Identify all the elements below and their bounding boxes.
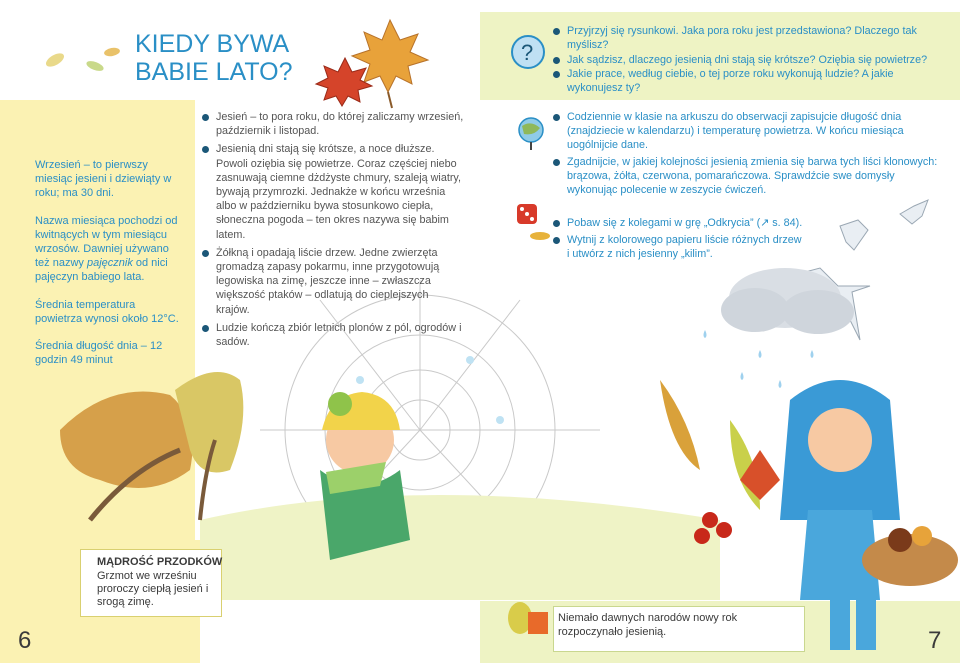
sidebar-p2 bbox=[35, 214, 185, 285]
sidebar-p2-b: od nici pajęczyn babiego lata. bbox=[35, 257, 168, 284]
fact-text: Niemało dawnych narodów nowy rok rozpoczynało jesienią. bbox=[558, 612, 738, 638]
sidebar-p3: Średnia temperatura powietrza wynosi około 12°C. bbox=[35, 298, 179, 325]
dice-icon bbox=[517, 204, 550, 240]
proverb-title: MĄDROŚĆ PRZODKÓW bbox=[97, 556, 223, 568]
owl-mascot-icon bbox=[508, 602, 548, 634]
page-title-line2: BABIE LATO? bbox=[135, 58, 293, 86]
globe-icon bbox=[519, 118, 543, 150]
small-leaves-icon bbox=[44, 47, 121, 73]
boy-character bbox=[320, 392, 410, 560]
game-task-b: s. 84). bbox=[769, 217, 803, 229]
game-task bbox=[553, 216, 803, 230]
question-item: Jakie prace, według ciebie, o tej porze roku wykonują ludzie? A jakie wykonujesz ty? bbox=[553, 67, 948, 96]
fact-item: Jesienią dni stają się krótsze, a noce dłuższe. Powoli oziębia się powietrze. Coraz częściej niebo zasnuwają ciemne dżdżyste chmury, szaleją wiatry, bywają przymrozki. Jednakże w końcu września albo w październiku bywa stosunkowo ciepła, słoneczna pogoda – ten okres nazywa się babim latem. bbox=[202, 142, 464, 241]
question-mark-icon bbox=[512, 36, 544, 68]
maple-leaf-icon bbox=[352, 20, 428, 108]
carpet-task: Wytnij z kolorowego papieru liście różnych drzew i utwórz z nich jesienny „kilim”. bbox=[553, 233, 803, 261]
ground bbox=[200, 495, 720, 600]
rain-cloud-icon bbox=[704, 268, 855, 388]
arrow-icon: ↗ bbox=[760, 217, 770, 229]
observation-tasks bbox=[553, 110, 948, 199]
proverb-text: Grzmot we wrześniu proroczy ciepłą jesień i srogą zimę. bbox=[97, 570, 209, 608]
page-number-right: 7 bbox=[928, 627, 942, 654]
sidebar-p1: Wrzesień – to pierwszy miesiąc jesieni i dziewiąty w roku; ma 30 dni. bbox=[35, 159, 172, 200]
play-tasks bbox=[553, 216, 803, 265]
sidebar-p2-a: Nazwa miesiąca pochodzi od kwitnących w tym miesiącu wrzosów. Dawniej używano też nazwy bbox=[35, 214, 178, 270]
fact-item: Żółkną i opadają liście drzew. Jedne zwierzęta gromadzą zapasy pokarmu, inne przygotowują legowiska na zimę, jeszcze inne – zwłaszcza większość ptaków – odlatują do cieplejszych krajów. bbox=[202, 246, 464, 317]
sidebar-p4: Średnia długość dnia – 12 godzin 49 minut bbox=[35, 340, 163, 367]
task-item: Zgadnijcie, w jakiej kolejności jesienią zmienia się barwa tych liści klonowych: brązowa, żółta, czerwona, pomarańczowa. Sprawdźcie swe domysły wykonując polecenie w zeszycie ćwiczeń. bbox=[553, 155, 948, 198]
sidebar-p2-em: pajęcznik bbox=[86, 257, 133, 270]
mushroom-basket bbox=[862, 526, 958, 586]
task-item: Codziennie w klasie na arkuszu do obserwacji zapisujcie długość dnia (znajdziecie w kalendarzu) i temperaturę powietrza. W końcu miesiąca uogólnijcie dane. bbox=[553, 110, 948, 153]
sidebar-facts bbox=[35, 158, 185, 380]
autumn-facts-list bbox=[202, 110, 464, 353]
question-item: Jak sądzisz, dlaczego jesienią dni stają się krótsze? Oziębia się powietrze? bbox=[553, 53, 948, 67]
fact-item: Jesień – to pora roku, do której zaliczamy wrzesień, październik i listopad. bbox=[202, 110, 464, 138]
page-title-line1: KIEDY BYWA bbox=[135, 30, 290, 58]
game-task-a: Pobaw się z kolegami w grę „Odkrycia” ( bbox=[567, 217, 761, 229]
windswept-tree bbox=[60, 372, 243, 520]
svg-text:?: ? bbox=[521, 40, 534, 65]
question-item: Przyjrzyj się rysunkowi. Jaka pora roku jest przedstawiona? Dlaczego tak myślisz? bbox=[553, 24, 948, 53]
page-number-left: 6 bbox=[18, 627, 32, 654]
fact-item: Ludzie kończą zbiór letnich plonów z pól, ogrodów i sadów. bbox=[202, 321, 464, 349]
page-title bbox=[135, 30, 335, 86]
questions-list bbox=[553, 24, 948, 95]
